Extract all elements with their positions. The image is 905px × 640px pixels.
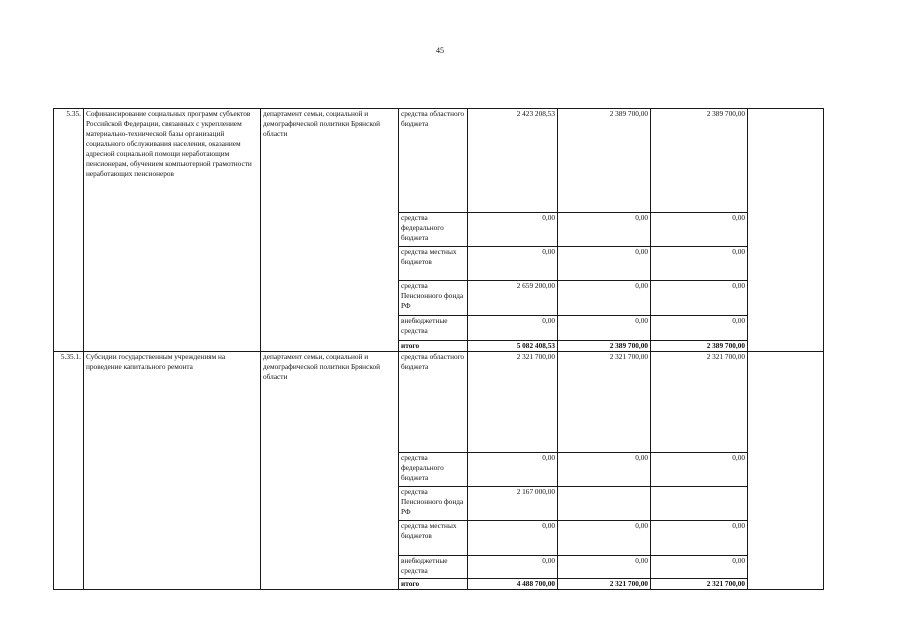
amount-1: 0,00 xyxy=(468,453,558,487)
funding-source: средства Пенсионного фонда РФ xyxy=(399,487,468,521)
item-code: 5.35.1. xyxy=(54,352,84,590)
amount-1: 0,00 xyxy=(468,556,558,579)
total-label: итого xyxy=(399,579,468,590)
table-row xyxy=(54,352,824,453)
funding-source: средства федерального бюджета xyxy=(399,453,468,487)
total-amount-2: 2 389 700,00 xyxy=(558,341,651,352)
amount-3: 0,00 xyxy=(651,213,748,247)
amount-1: 0,00 xyxy=(468,521,558,556)
total-label: итого xyxy=(399,341,468,352)
item-name: Субсидии государственным учреждениям на проведение капитального ремонта xyxy=(84,352,261,590)
item-executor: департамент семьи, социальной и демографической политики Брянской области xyxy=(261,352,399,590)
funding-source: средства местных бюджетов xyxy=(399,521,468,556)
amount-2: 0,00 xyxy=(558,247,651,281)
amount-1: 0,00 xyxy=(468,316,558,341)
amount-3: 2 321 700,00 xyxy=(651,352,748,453)
amount-3: 2 389 700,00 xyxy=(651,109,748,213)
total-amount-3: 2 389 700,00 xyxy=(651,341,748,352)
amount-1: 0,00 xyxy=(468,213,558,247)
table-row xyxy=(54,109,824,213)
total-amount-1: 4 488 700,00 xyxy=(468,579,558,590)
item-name: Софинансирование социальных программ субъектов Российской Федерации, связанных с укреплением материально-технической базы организаций социального обслуживания населения, оказанием адресной социальной помощи неработающим пенсионерам, обучением компьютерной грамотности неработающих пенсионеров xyxy=(84,109,261,352)
amount-2: 0,00 xyxy=(558,453,651,487)
page-number: 45 xyxy=(436,46,444,55)
amount-1: 2 167 000,00 xyxy=(468,487,558,521)
amount-3 xyxy=(651,487,748,521)
amount-3: 0,00 xyxy=(651,247,748,281)
amount-2: 0,00 xyxy=(558,521,651,556)
amount-2: 0,00 xyxy=(558,213,651,247)
notes-cell xyxy=(748,352,824,590)
amount-2: 2 321 700,00 xyxy=(558,352,651,453)
funding-source: средства Пенсионного фонда РФ xyxy=(399,281,468,316)
amount-3: 0,00 xyxy=(651,521,748,556)
amount-1: 0,00 xyxy=(468,247,558,281)
item-code: 5.35. xyxy=(54,109,84,352)
amount-3: 0,00 xyxy=(651,281,748,316)
funding-source: средства областного бюджета xyxy=(399,109,468,213)
amount-3: 0,00 xyxy=(651,316,748,341)
funding-source: внебюджетные средства xyxy=(399,316,468,341)
budget-table xyxy=(53,108,824,590)
item-executor: департамент семьи, социальной и демографической политики Брянской области xyxy=(261,109,399,352)
amount-1: 2 659 200,00 xyxy=(468,281,558,316)
total-amount-3: 2 321 700,00 xyxy=(651,579,748,590)
funding-source: внебюджетные средства xyxy=(399,556,468,579)
amount-3: 0,00 xyxy=(651,556,748,579)
notes-cell xyxy=(748,109,824,352)
amount-2 xyxy=(558,487,651,521)
amount-3: 0,00 xyxy=(651,453,748,487)
amount-2: 0,00 xyxy=(558,556,651,579)
funding-source: средства местных бюджетов xyxy=(399,247,468,281)
total-amount-1: 5 082 408,53 xyxy=(468,341,558,352)
total-amount-2: 2 321 700,00 xyxy=(558,579,651,590)
amount-1: 2 321 700,00 xyxy=(468,352,558,453)
amount-2: 0,00 xyxy=(558,281,651,316)
amount-1: 2 423 208,53 xyxy=(468,109,558,213)
amount-2: 2 389 700,00 xyxy=(558,109,651,213)
amount-2: 0,00 xyxy=(558,316,651,341)
funding-source: средства федерального бюджета xyxy=(399,213,468,247)
funding-source: средства областного бюджета xyxy=(399,352,468,453)
